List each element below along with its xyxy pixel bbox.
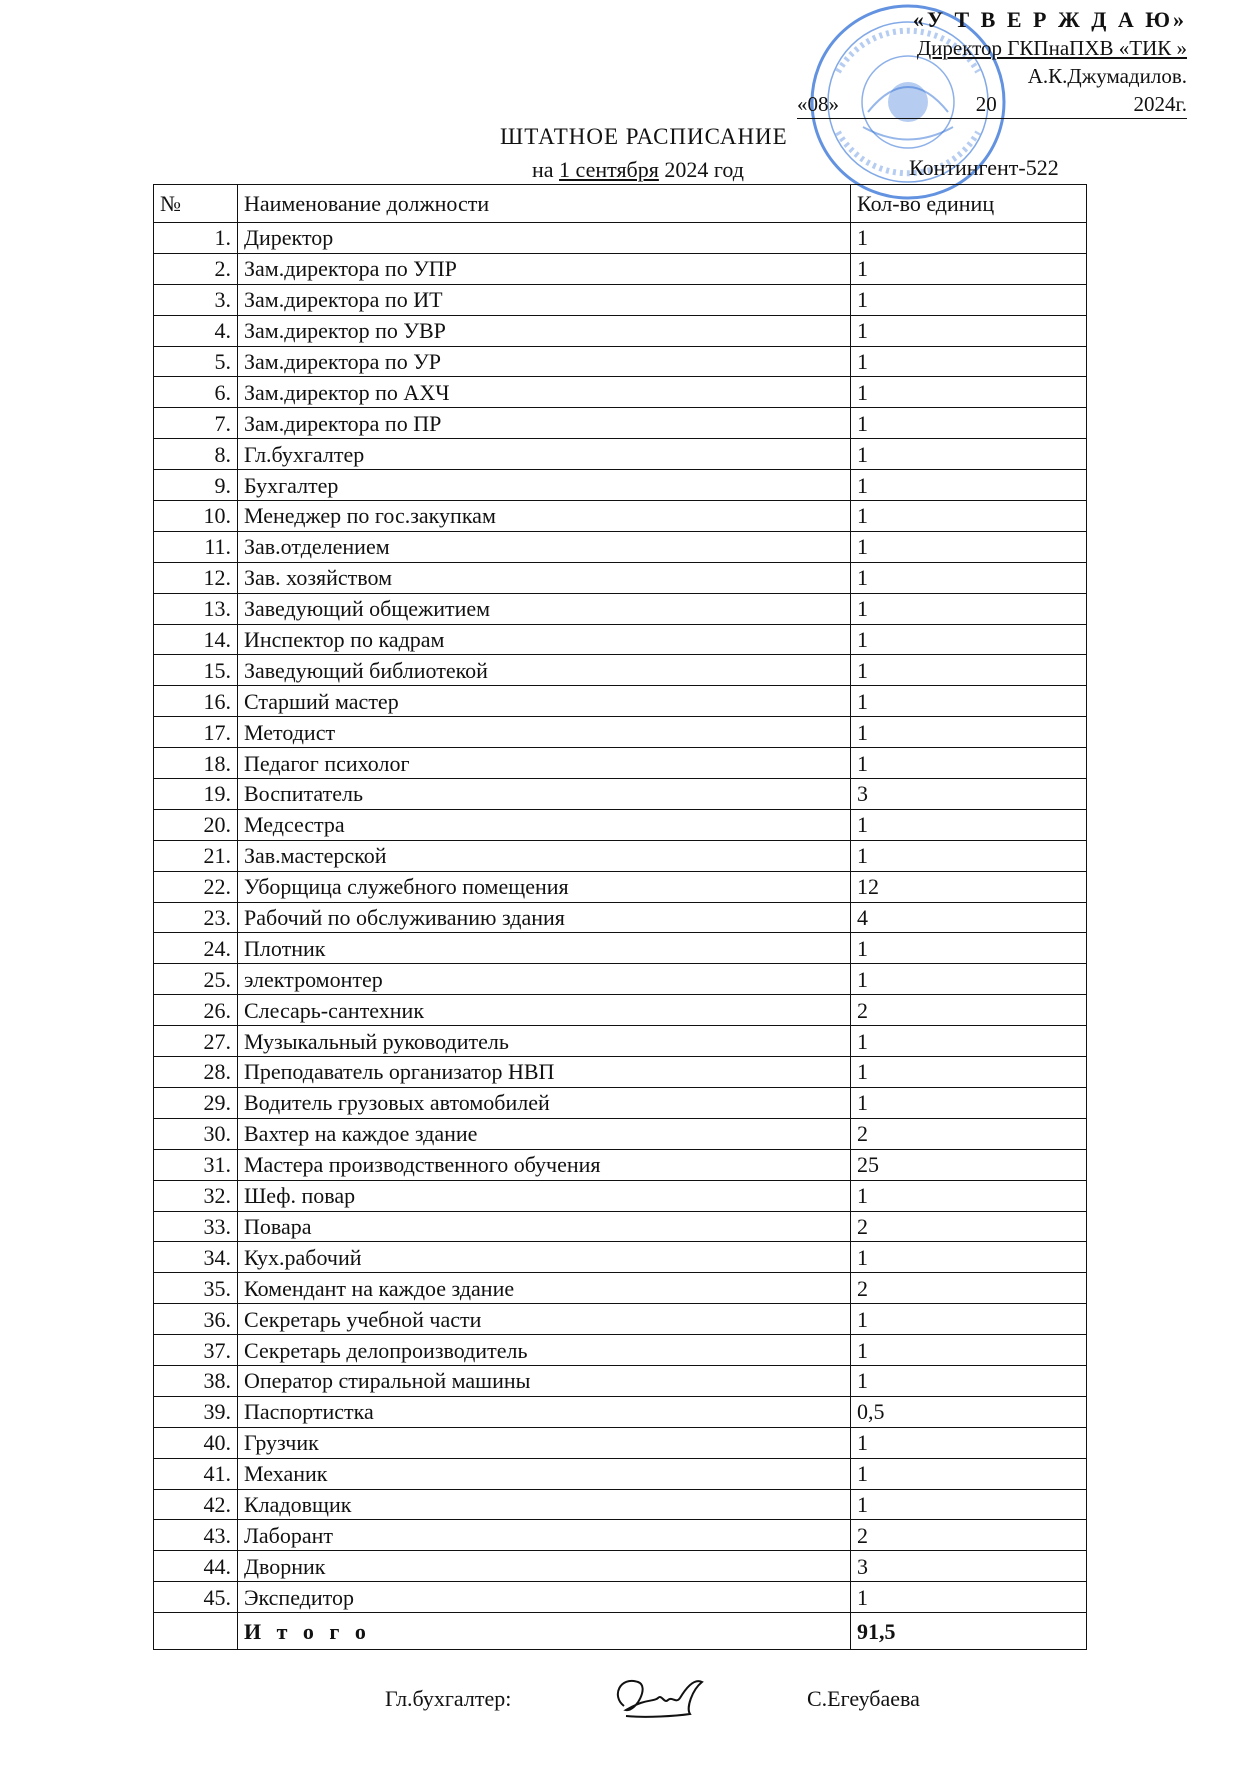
row-quantity: 1 <box>851 655 1087 686</box>
table-row <box>154 1118 1087 1149</box>
table-row <box>154 779 1087 810</box>
row-quantity: 1 <box>851 253 1087 284</box>
row-number: 4. <box>154 315 238 346</box>
row-number: 8. <box>154 439 238 470</box>
row-number: 37. <box>154 1335 238 1366</box>
header-number: № <box>154 185 238 223</box>
handwritten-signature <box>606 1668 716 1724</box>
row-quantity: 1 <box>851 964 1087 995</box>
table-row <box>154 933 1087 964</box>
row-quantity: 1 <box>851 593 1087 624</box>
table-row <box>154 809 1087 840</box>
table-row <box>154 253 1087 284</box>
table-row <box>154 1520 1087 1551</box>
row-quantity: 2 <box>851 1273 1087 1304</box>
table-row <box>154 902 1087 933</box>
row-number: 26. <box>154 995 238 1026</box>
approval-block <box>797 6 1187 119</box>
row-position: Педагог психолог <box>238 748 851 779</box>
document-title-text: ШТАТНОЕ РАСПИСАНИЕ <box>500 124 788 149</box>
row-quantity: 3 <box>851 1551 1087 1582</box>
row-position: Секретарь учебной части <box>238 1304 851 1335</box>
row-position: Менеджер по гос.закупкам <box>238 501 851 532</box>
table-row <box>154 1396 1087 1427</box>
total-value: 91,5 <box>851 1613 1087 1650</box>
row-quantity: 2 <box>851 1211 1087 1242</box>
row-position: Зам.директора по УР <box>238 346 851 377</box>
row-number: 42. <box>154 1489 238 1520</box>
row-position: Водитель грузовых автомобилей <box>238 1087 851 1118</box>
contingent-count: Контингент-522 <box>909 155 1059 180</box>
row-number: 32. <box>154 1180 238 1211</box>
row-quantity: 1 <box>851 1335 1087 1366</box>
table-row <box>154 655 1087 686</box>
row-position: Слесарь-сантехник <box>238 995 851 1026</box>
row-quantity: 12 <box>851 871 1087 902</box>
table-row <box>154 284 1087 315</box>
row-quantity: 1 <box>851 408 1087 439</box>
table-row <box>154 562 1087 593</box>
table-row <box>154 995 1087 1026</box>
row-position: Кладовщик <box>238 1489 851 1520</box>
row-quantity: 1 <box>851 223 1087 254</box>
row-position: Зам.директора по УПР <box>238 253 851 284</box>
document-date <box>532 157 744 183</box>
row-number: 12. <box>154 562 238 593</box>
row-number: 11. <box>154 531 238 562</box>
row-number: 43. <box>154 1520 238 1551</box>
row-quantity: 4 <box>851 902 1087 933</box>
row-number: 10. <box>154 501 238 532</box>
row-quantity: 1 <box>851 439 1087 470</box>
row-number: 39. <box>154 1396 238 1427</box>
table-row <box>154 593 1087 624</box>
row-number: 30. <box>154 1118 238 1149</box>
row-position: Экспедитор <box>238 1582 851 1613</box>
row-position: Комендант на каждое здание <box>238 1273 851 1304</box>
signature-name: С.Егеубаева <box>807 1686 920 1711</box>
row-position: Бухгалтер <box>238 470 851 501</box>
row-position: Уборщица служебного помещения <box>238 871 851 902</box>
row-quantity: 1 <box>851 1304 1087 1335</box>
table-row <box>154 717 1087 748</box>
row-number: 2. <box>154 253 238 284</box>
row-position: Старший мастер <box>238 686 851 717</box>
row-position: Вахтер на каждое здание <box>238 1118 851 1149</box>
row-number: 18. <box>154 748 238 779</box>
row-quantity: 1 <box>851 377 1087 408</box>
row-position: Шеф. повар <box>238 1180 851 1211</box>
row-position: Паспортистка <box>238 1396 851 1427</box>
row-quantity: 1 <box>851 1180 1087 1211</box>
row-number: 21. <box>154 840 238 871</box>
row-number: 35. <box>154 1273 238 1304</box>
document-date-suffix: 2024 год <box>664 157 744 182</box>
row-quantity: 1 <box>851 840 1087 871</box>
approval-date-day: «08» <box>797 92 839 116</box>
row-quantity: 1 <box>851 624 1087 655</box>
row-quantity: 25 <box>851 1149 1087 1180</box>
table-row <box>154 1057 1087 1088</box>
total-label: И т о г о <box>238 1613 851 1650</box>
table-row <box>154 1304 1087 1335</box>
row-position: Зам.директор по АХЧ <box>238 377 851 408</box>
table-row <box>154 1582 1087 1613</box>
table-row <box>154 346 1087 377</box>
row-number: 22. <box>154 871 238 902</box>
table-row <box>154 748 1087 779</box>
table-row <box>154 686 1087 717</box>
table-row <box>154 223 1087 254</box>
row-number: 45. <box>154 1582 238 1613</box>
row-quantity: 0,5 <box>851 1396 1087 1427</box>
row-position: Дворник <box>238 1551 851 1582</box>
row-number: 40. <box>154 1427 238 1458</box>
row-number: 29. <box>154 1087 238 1118</box>
table-row <box>154 1458 1087 1489</box>
row-number: 20. <box>154 809 238 840</box>
row-position: Грузчик <box>238 1427 851 1458</box>
table-row <box>154 1273 1087 1304</box>
row-quantity: 1 <box>851 315 1087 346</box>
row-number: 34. <box>154 1242 238 1273</box>
row-quantity: 1 <box>851 1365 1087 1396</box>
staff-table <box>153 184 1087 1650</box>
table-row <box>154 377 1087 408</box>
table-row <box>154 1335 1087 1366</box>
signature-role: Гл.бухгалтер: <box>385 1686 512 1711</box>
row-position: Зам.директора по ИТ <box>238 284 851 315</box>
row-position: электромонтер <box>238 964 851 995</box>
row-quantity: 1 <box>851 1458 1087 1489</box>
row-position: Зав. хозяйством <box>238 562 851 593</box>
table-row <box>154 470 1087 501</box>
row-quantity: 1 <box>851 531 1087 562</box>
table-row <box>154 1180 1087 1211</box>
row-number: 17. <box>154 717 238 748</box>
table-row <box>154 1149 1087 1180</box>
row-number: 7. <box>154 408 238 439</box>
row-number: 14. <box>154 624 238 655</box>
row-position: Инспектор по кадрам <box>238 624 851 655</box>
row-position: Методист <box>238 717 851 748</box>
table-header-row <box>154 185 1087 223</box>
row-quantity: 2 <box>851 1118 1087 1149</box>
row-quantity: 1 <box>851 1489 1087 1520</box>
table-row <box>154 1211 1087 1242</box>
approval-date-year: 2024г. <box>1133 92 1187 116</box>
row-number: 41. <box>154 1458 238 1489</box>
row-position: Зав.мастерской <box>238 840 851 871</box>
row-number: 15. <box>154 655 238 686</box>
approval-date-month: 20 <box>975 92 997 116</box>
row-quantity: 1 <box>851 717 1087 748</box>
table-row <box>154 501 1087 532</box>
table-row <box>154 1551 1087 1582</box>
total-row <box>154 1613 1087 1650</box>
table-row <box>154 1365 1087 1396</box>
header-position: Наименование должности <box>238 185 851 223</box>
row-number: 33. <box>154 1211 238 1242</box>
row-position: Зам.директора по ПР <box>238 408 851 439</box>
table-row <box>154 840 1087 871</box>
table-row <box>154 315 1087 346</box>
row-quantity: 1 <box>851 1026 1087 1057</box>
approval-signatory: А.К.Джумадилов. <box>1027 64 1187 88</box>
row-position: Мастера производственного обучения <box>238 1149 851 1180</box>
row-position: Повара <box>238 1211 851 1242</box>
table-row <box>154 964 1087 995</box>
row-number: 24. <box>154 933 238 964</box>
row-quantity: 1 <box>851 748 1087 779</box>
row-number: 28. <box>154 1057 238 1088</box>
row-quantity: 3 <box>851 779 1087 810</box>
row-number: 1. <box>154 223 238 254</box>
table-row <box>154 1087 1087 1118</box>
row-number: 9. <box>154 470 238 501</box>
row-position: Медсестра <box>238 809 851 840</box>
header-quantity: Кол-во единиц <box>851 185 1087 223</box>
row-number: 38. <box>154 1365 238 1396</box>
row-position: Лаборант <box>238 1520 851 1551</box>
row-number: 3. <box>154 284 238 315</box>
row-position: Заведующий библиотекой <box>238 655 851 686</box>
row-number: 6. <box>154 377 238 408</box>
row-quantity: 1 <box>851 501 1087 532</box>
row-position: Директор <box>238 223 851 254</box>
row-quantity: 1 <box>851 470 1087 501</box>
row-number: 31. <box>154 1149 238 1180</box>
row-position: Заведующий общежитием <box>238 593 851 624</box>
approval-heading: «У Т В Е Р Ж Д А Ю» <box>912 7 1187 32</box>
row-quantity: 1 <box>851 809 1087 840</box>
row-number: 19. <box>154 779 238 810</box>
row-number: 36. <box>154 1304 238 1335</box>
total-number-cell <box>154 1613 238 1650</box>
row-position: Гл.бухгалтер <box>238 439 851 470</box>
row-position: Музыкальный руководитель <box>238 1026 851 1057</box>
table-row <box>154 1026 1087 1057</box>
table-row <box>154 1427 1087 1458</box>
table-row <box>154 624 1087 655</box>
table-row <box>154 1489 1087 1520</box>
approval-date <box>797 90 1187 119</box>
row-quantity: 1 <box>851 562 1087 593</box>
row-position: Плотник <box>238 933 851 964</box>
row-quantity: 1 <box>851 1582 1087 1613</box>
row-number: 23. <box>154 902 238 933</box>
row-number: 13. <box>154 593 238 624</box>
row-position: Механик <box>238 1458 851 1489</box>
row-position: Зам.директор по УВР <box>238 315 851 346</box>
table-row <box>154 439 1087 470</box>
row-position: Воспитатель <box>238 779 851 810</box>
row-quantity: 1 <box>851 284 1087 315</box>
row-quantity: 1 <box>851 686 1087 717</box>
row-position: Кух.рабочий <box>238 1242 851 1273</box>
table-row <box>154 531 1087 562</box>
approval-position: Директор ГКПнаПХВ «ТИК » <box>916 36 1187 60</box>
document-date-value: 1 сентября <box>559 157 659 182</box>
table-row <box>154 408 1087 439</box>
row-number: 16. <box>154 686 238 717</box>
row-position: Зав.отделением <box>238 531 851 562</box>
row-position: Секретарь делопроизводитель <box>238 1335 851 1366</box>
document-date-prefix: на <box>532 157 554 182</box>
table-row <box>154 1242 1087 1273</box>
row-number: 44. <box>154 1551 238 1582</box>
row-quantity: 2 <box>851 995 1087 1026</box>
row-position: Оператор стиральной машины <box>238 1365 851 1396</box>
row-quantity: 1 <box>851 1087 1087 1118</box>
row-quantity: 1 <box>851 1057 1087 1088</box>
row-quantity: 1 <box>851 1427 1087 1458</box>
row-number: 5. <box>154 346 238 377</box>
row-quantity: 1 <box>851 1242 1087 1273</box>
row-quantity: 1 <box>851 933 1087 964</box>
row-number: 27. <box>154 1026 238 1057</box>
row-quantity: 2 <box>851 1520 1087 1551</box>
row-number: 25. <box>154 964 238 995</box>
row-position: Преподаватель организатор НВП <box>238 1057 851 1088</box>
row-quantity: 1 <box>851 346 1087 377</box>
table-row <box>154 871 1087 902</box>
row-position: Рабочий по обслуживанию здания <box>238 902 851 933</box>
